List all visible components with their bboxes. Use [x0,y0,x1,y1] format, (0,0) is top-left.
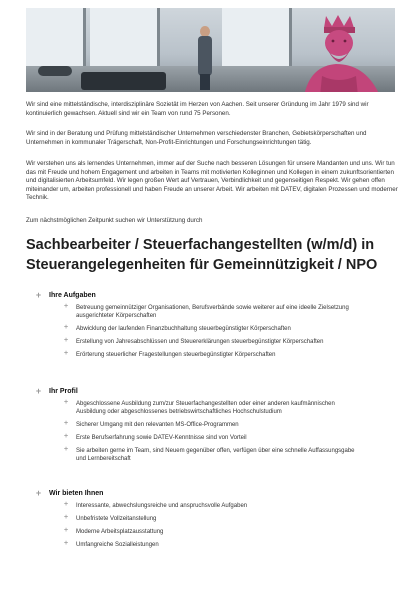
plus-icon: + [35,290,42,300]
list-item-text: Unbefristete Vollzeitanstellung [76,515,157,522]
section-aufgaben [34,291,394,364]
plus-icon: + [64,539,69,547]
intro-paragraph-3: Wir verstehen uns als lernendes Unternehmen, immer auf der Suche nach besseren Lösungen für unsere Mandanten und uns. Wir tun das mit Freude und hohem Engagement und arbeiten in Teams mit motivierten Kolleginnen und Kollegen in einem zukunftsorientierten und digitalisierten Arbeitsumfeld. Wir legen großen Wert auf Vertrauen, Verbindlichkeit und gegenseitigen Respekt. Wir gehen offen miteinander um, arbeiten professionell und haben Freude an unserer Arbeit. Wir arbeiten mit DATEV, digitalen Prozessen und moderner Technik. [26,160,398,202]
plus-icon: + [64,513,69,521]
intro-paragraph-4: Zum nächstmöglichen Zeitpunkt suchen wir Unterstützung durch [26,217,203,224]
list-item-text: Erste Berufserfahrung sowie DATEV-Kenntnisse sind von Vorteil [76,435,247,442]
list-item [64,434,364,442]
plus-icon: + [64,337,69,345]
list-item [64,400,364,417]
list-item-text: Erstellung von Jahresabschlüssen und Steuererklärungen steuerbegünstigter Körperschaften [76,339,324,346]
header-image [26,8,395,92]
list-item-text: Umfangreiche Sozialleistungen [76,541,159,548]
list-item [64,541,364,549]
list-item [64,421,364,429]
office-window [26,8,86,74]
plus-icon: + [64,324,69,332]
section-heading-label: Ihre Aufgaben [49,292,96,299]
list-item-text: Betreuung gemeinnütziger Organisationen, Berufsverbände sowie weiterer auf eine ideelle Zielsetzung ausgerichteter Körperschaften [76,305,349,320]
list-item-text: Sicherer Umgang mit den relevanten MS-Office-Programmen [76,422,239,429]
task-list [64,304,394,359]
list-item [64,502,364,510]
profile-list [64,400,394,464]
office-sofa [81,72,166,90]
list-item-text: Sie arbeiten gerne im Team, sind Neuem gegenüber offen, verfügen über eine schnelle Auffassungsgabe und Lernbereitschaft [76,447,355,463]
plus-icon: + [35,386,42,396]
list-item [64,325,364,333]
section-heading [34,387,394,396]
list-item [64,304,364,321]
office-window [90,8,160,74]
offer-list [64,502,394,549]
intro-paragraph-1: Wir sind eine mittelständische, interdisziplinäre Sozietät im Herzen von Aachen. Seit unserer Gründung im Jahr 1979 sind wir kontinuierlich gewachsen. Aktuell sind wir ein Team von rund 75 Personen. [26,101,369,117]
list-item-text: Abgeschlossene Ausbildung zum/zur Steuerfachangestellten oder einer anderen kaufmännischen Ausbildung oder abgeschlossenes betriebswirtschaftliches Hochschulstudium [76,401,335,416]
plus-icon: + [64,420,69,428]
person-body [198,36,212,76]
plus-icon: + [64,399,69,406]
section-bieten [34,489,394,554]
office-table [38,66,72,76]
list-item-text: Interessante, abwechslungsreiche und anspruchsvolle Aufgaben [76,503,248,509]
list-item [64,515,364,523]
list-item [64,338,364,346]
plus-icon: + [64,303,69,310]
karl-statue-image [296,14,388,92]
plus-icon: + [64,526,69,534]
person-legs [200,74,210,90]
section-profil [34,387,394,468]
intro-paragraph-2: Wir sind in der Beratung und Prüfung mittelständischer Unternehmen verschiedenster Branchen, Gebietskörperschaften und Unternehmen in kommunaler Trägerschaft, Non-Profit-Einrichtungen und Forschungseinrichtungen tätig. [26,130,367,146]
section-heading [34,489,394,498]
job-title: Sachbearbeiter / Steuerfachangestellten (w/m/d) in Steuerangelegenheiten für Gemeinnützigkeit / NPO [26,237,378,273]
plus-icon: + [64,501,69,508]
list-item-text: Moderne Arbeitsplatzausstattung [76,528,164,535]
list-item-text: Abwicklung der laufenden Finanzbuchhaltung steuerbegünstigter Körperschaften [76,326,291,333]
section-heading [34,291,394,300]
list-item [64,351,364,359]
office-window [222,8,292,74]
section-heading-label: Wir bieten Ihnen [49,490,104,497]
list-item [64,447,364,464]
plus-icon: + [35,488,42,498]
section-heading-label: Ihr Profil [49,388,78,395]
plus-icon: + [64,433,69,441]
plus-icon: + [64,445,69,453]
plus-icon: + [64,349,69,357]
list-item [64,528,364,536]
list-item-text: Erörterung steuerlicher Fragestellungen steuerbegünstigter Körperschaften [76,351,276,358]
